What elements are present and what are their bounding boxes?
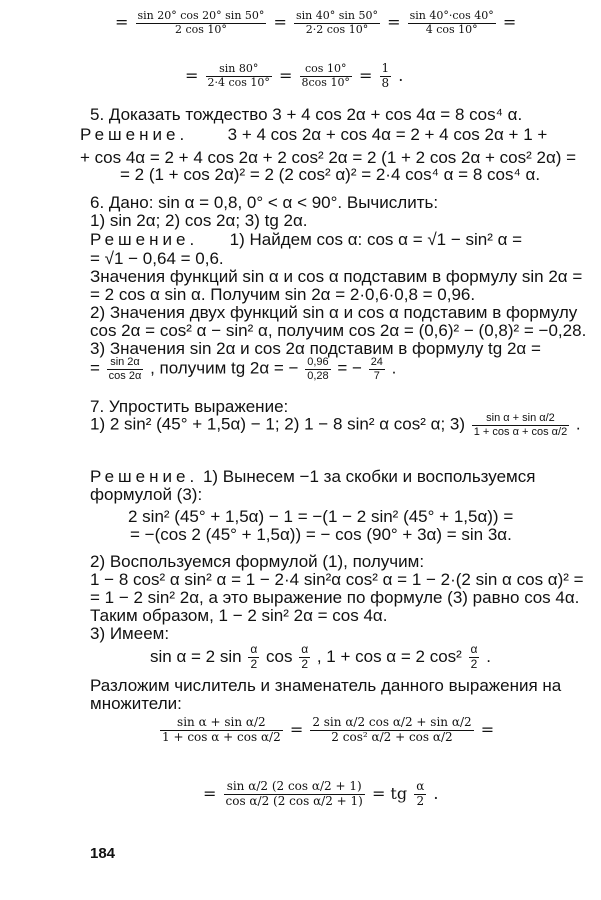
fraction-numerator: 2 sin α/2 cos α/2 + sin α/2 [312, 715, 472, 729]
continuation-line-1 [115, 10, 516, 36]
fraction-denominator: 8 [381, 75, 390, 90]
problem-7-part-3-line-1: 3) Имеем: [90, 624, 170, 643]
solution-text: 1) Вынесем −1 за скобки и воспользуемся [202, 467, 536, 486]
fraction [206, 63, 272, 89]
fraction-denominator: 7 [369, 369, 385, 383]
fraction-numerator: sin α + sin α/2 [486, 412, 555, 424]
problem-6-tasks: 1) sin 2α; 2) cos 2α; 3) tg 2α. [90, 211, 308, 230]
fraction-numerator: sin 40°·cos 40° [409, 9, 494, 22]
equals-sign: = [502, 12, 517, 32]
fraction-denominator: 2·4 cos 10° [207, 75, 270, 89]
fraction-numerator: sin 80° [219, 62, 259, 76]
problem-6-line-8 [90, 356, 396, 382]
problem-6-line-3: Значения функций sin α и cos α подставим в формулу sin 2α = [90, 267, 583, 286]
problem-7-tasks [90, 412, 581, 438]
problem-6-line-6: cos 2α = cos² α − sin² α, получим cos 2α = (0,6)² − (0,8)² = −0,28. [90, 321, 587, 340]
text: , 1 + cos α = 2 cos² [316, 646, 462, 666]
solution-label: Решение. [80, 125, 189, 144]
text: sin α = 2 sin [150, 646, 242, 666]
problem-7-part-2-line-3: = 1 − 2 sin² 2α, а это выражение по формуле (3) равно cos 4α. [90, 588, 580, 607]
problem-5-solution-line-3: = 2 (1 + cos 2α)² = 2 (2 cos² α)² = 2·4 cos⁴ α = 8 cos⁴ α. [120, 165, 541, 184]
problem-5-solution-line-2: + cos 4α = 2 + 4 cos 2α + 2 cos² 2α = 2 (1 + 2 cos 2α + cos² 2α) = [80, 148, 577, 167]
period: . [575, 414, 581, 434]
fraction-numerator: sin 2α [110, 356, 140, 368]
equals-sign: = [359, 65, 373, 85]
problem-6-solution-line-1 [90, 231, 522, 248]
fraction-numerator: 1 [381, 61, 390, 75]
fraction-numerator: α [470, 642, 478, 656]
period: . [398, 65, 404, 85]
period: . [433, 783, 439, 803]
problem-6-line-4: = 2 cos α sin α. Получим sin 2α = 2·0,6·0,8 = 0,96. [90, 285, 476, 304]
text: cos [265, 646, 293, 666]
equals-sign: = [279, 65, 293, 85]
fraction-denominator: 2 [469, 657, 480, 672]
fraction-denominator: 1 + cos α + cos α/2 [162, 729, 281, 744]
fraction-denominator: 4 cos 10° [408, 23, 496, 37]
problem-7-part-2-line-2: 1 − 8 cos² α sin² α = 1 − 2·4 sin²α cos² α = 1 − 2·(2 sin α cos α)² = [90, 570, 584, 589]
equals-sign: = [185, 65, 199, 85]
fraction-numerator: α [250, 642, 258, 656]
fraction-denominator: 2 cos² α/2 + cos α/2 [310, 730, 473, 745]
fraction [369, 356, 385, 382]
page-number: 184 [90, 845, 116, 862]
equals-sign: = [387, 12, 401, 32]
fraction-numerator: α [301, 642, 309, 656]
fraction [380, 62, 392, 91]
problem-7-equation-2: = −(cos 2 (45° + 1,5α)) = − cos (90° + 3α) = sin 3α. [130, 525, 512, 544]
text: = tg [371, 783, 408, 803]
fraction [294, 10, 380, 36]
problem-5-title: 5. Доказать тождество 3 + 4 cos 2α + cos 4α = 8 cos⁴ α. [90, 105, 523, 124]
fraction-denominator: cos 2α [108, 369, 142, 382]
fraction-numerator: cos 10° [305, 62, 347, 76]
fraction-numerator: sin 20° cos 20° sin 50° [137, 9, 265, 22]
problem-7-part-2-line-4: Таким образом, 1 − 2 sin² 2α = cos 4α. [90, 606, 388, 625]
text: , получим tg 2α = − [150, 358, 299, 378]
fraction [469, 643, 480, 672]
factor-line-1: Разложим числитель и знаменатель данного выражения на [90, 676, 562, 695]
problem-7-title: 7. Упростить выражение: [90, 397, 289, 416]
fraction-denominator: 1 + cos α + cos α/2 [473, 425, 568, 438]
equals-sign: = [273, 12, 287, 32]
fraction [160, 716, 283, 745]
fraction [299, 643, 310, 672]
fraction-numerator: sin α/2 (2 cos α/2 + 1) [226, 779, 362, 793]
fraction-numerator: α [416, 779, 425, 793]
equals-sign: = [480, 719, 495, 739]
solution-label: Решение. [90, 230, 199, 249]
fraction [408, 10, 496, 36]
tasks-text: 1) 2 sin² (45° + 1,5α) − 1; 2) 1 − 8 sin² α cos² α; 3) [90, 414, 466, 434]
big-fraction-line-1 [158, 716, 494, 745]
period: . [486, 646, 491, 666]
problem-7-part-3-identities [150, 643, 491, 672]
problem-7-solution-line-2: формулой (3): [90, 485, 203, 504]
fraction [305, 356, 330, 382]
problem-7-solution-line-1 [90, 468, 535, 485]
problem-7-equation-1: 2 sin² (45° + 1,5α) − 1 = −(1 − 2 sin² (45° + 1,5α)) = [128, 507, 514, 526]
fraction-denominator: 2 cos 10° [136, 23, 267, 37]
fraction [310, 716, 473, 745]
fraction-numerator: 0,96 [307, 356, 329, 368]
equals-sign: = [289, 719, 304, 739]
fraction-denominator: 2 [414, 794, 426, 809]
problem-6-given: 6. Дано: sin α = 0,8, 0° < α < 90°. Вычислить: [90, 193, 439, 212]
fraction-denominator: 0,28 [307, 369, 329, 382]
fraction-denominator: 2·2 cos 10° [294, 23, 380, 37]
problem-6-line-5: 2) Значения двух функций sin α и cos α подставим в формулу [90, 303, 578, 322]
fraction [107, 356, 144, 382]
problem-6-solution-line-2: = √1 − 0,64 = 0,6. [90, 249, 224, 268]
equals-sign: = [115, 12, 129, 32]
period: . [391, 358, 397, 378]
fraction [248, 643, 259, 672]
fraction-numerator: sin α + sin α/2 [177, 715, 266, 729]
text: = − [337, 358, 362, 378]
fraction [224, 780, 365, 809]
fraction-denominator: 2 [248, 657, 259, 672]
fraction [300, 63, 352, 89]
continuation-line-2 [185, 62, 403, 91]
fraction-denominator: 8cos 10° [301, 75, 350, 89]
problem-5-solution-line-1 [80, 126, 547, 143]
fraction-denominator: 2 [299, 657, 310, 672]
solution-text: 3 + 4 cos 2α + cos 4α = 2 + 4 cos 2α + 1 + [227, 125, 548, 144]
fraction-numerator: 24 [370, 356, 383, 368]
solution-text: 1) Найдем cos α: cos α = √1 − sin² α = [229, 230, 523, 249]
equals-sign: = [203, 783, 217, 803]
fraction [136, 10, 267, 36]
big-fraction-line-2 [203, 780, 439, 809]
fraction-denominator: cos α/2 (2 cos α/2 + 1) [225, 793, 363, 808]
fraction [414, 780, 426, 809]
solution-label: Решение. [90, 467, 199, 486]
factor-line-2: множители: [90, 694, 182, 713]
fraction-numerator: sin 40° sin 50° [296, 9, 378, 22]
fraction [472, 412, 569, 438]
problem-6-line-7: 3) Значения sin 2α и cos 2α подставим в формулу tg 2α = [90, 339, 541, 358]
problem-7-part-2-line-1: 2) Воспользуемся формулой (1), получим: [90, 552, 425, 571]
equals-sign: = [90, 358, 100, 378]
